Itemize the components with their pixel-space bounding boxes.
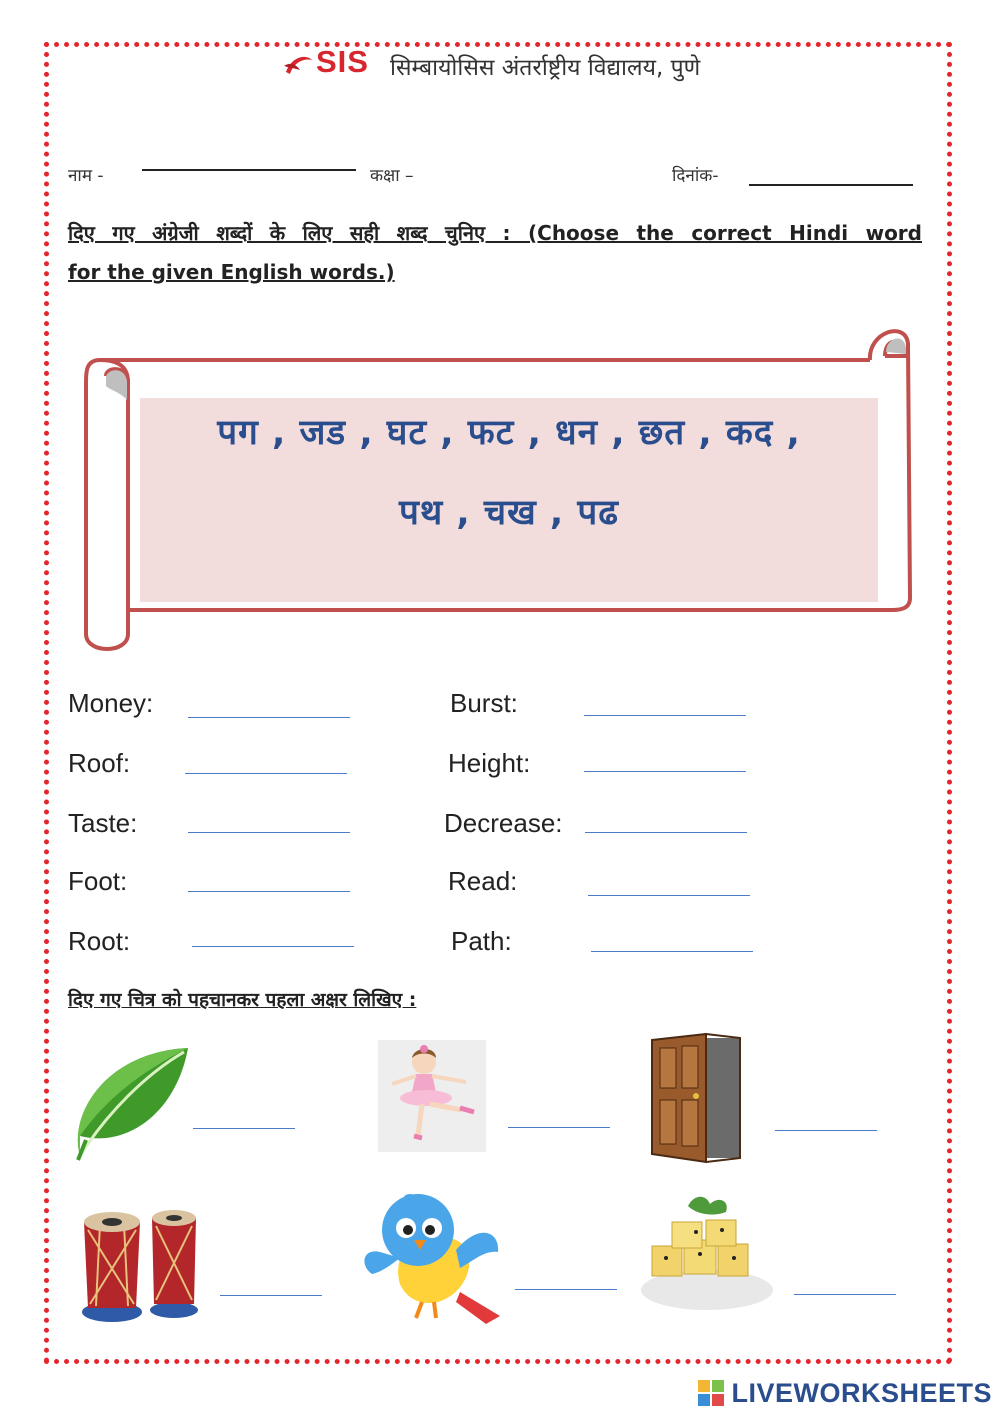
- question-label-taste: Taste:: [68, 808, 138, 838]
- sis-logo-icon: [282, 50, 316, 80]
- leaf-icon: [66, 1044, 192, 1162]
- question-label-read: Read:: [448, 866, 518, 896]
- answer-line-money[interactable]: [188, 717, 350, 718]
- answer-line-decrease[interactable]: [585, 832, 747, 833]
- answer-line-leaf[interactable]: [193, 1128, 295, 1129]
- answer-line-foot[interactable]: [188, 891, 350, 892]
- answer-line-height[interactable]: [584, 771, 746, 772]
- liveworksheets-brand[interactable]: LIVEWORKSHEETS: [731, 1378, 992, 1408]
- answer-line-bird[interactable]: [515, 1289, 617, 1290]
- word-bank-line-1: पग , जड , घट , फट , धन , छत , कद ,: [217, 413, 801, 453]
- date-label: दिनांक-: [672, 166, 719, 186]
- dhokla-icon: [638, 1186, 776, 1314]
- word-bank-box: [140, 398, 878, 602]
- question-label-height: Height:: [448, 748, 531, 778]
- answer-line-door[interactable]: [775, 1130, 877, 1131]
- answer-line-read[interactable]: [588, 895, 750, 896]
- question-label-root: Root:: [68, 926, 131, 956]
- question-label-roof: Roof:: [68, 748, 131, 778]
- door-icon: [648, 1030, 744, 1164]
- tabla-icon: [76, 1200, 204, 1328]
- question-label-foot: Foot:: [68, 866, 128, 896]
- question-label-path: Path:: [451, 926, 512, 956]
- answer-line-burst[interactable]: [584, 715, 746, 716]
- picture-instruction: दिए गए चित्र को पहचानकर पहला अक्षर लिखिए :: [68, 989, 417, 1011]
- sis-logo-text: SIS: [316, 44, 369, 79]
- answer-line-root[interactable]: [192, 946, 354, 947]
- answer-line-roof[interactable]: [185, 773, 347, 774]
- question-label-money: Money:: [68, 688, 154, 718]
- name-label: नाम -: [68, 166, 104, 186]
- name-field[interactable]: [142, 169, 356, 171]
- answer-line-dhokla[interactable]: [794, 1294, 896, 1295]
- school-name: सिम्बायोसिस अंतर्राष्ट्रीय विद्यालय, पुणे: [390, 55, 701, 81]
- instruction-line-2: for the given English words.): [68, 260, 395, 284]
- answer-line-path[interactable]: [591, 951, 753, 952]
- answer-line-taste[interactable]: [188, 832, 350, 833]
- class-label: कक्षा –: [370, 166, 414, 186]
- word-bank-line-2: पथ , चख , पढ: [398, 493, 620, 533]
- liveworksheets-logo-icon: [698, 1380, 724, 1408]
- bird-icon: [360, 1192, 508, 1330]
- ballerina-icon: [378, 1040, 486, 1152]
- question-label-burst: Burst:: [450, 688, 518, 718]
- answer-line-tabla[interactable]: [220, 1295, 322, 1296]
- answer-line-ballerina[interactable]: [508, 1127, 610, 1128]
- date-field[interactable]: [749, 184, 913, 186]
- instruction-line-1: दिए गए अंग्रेजी शब्दों के लिए सही शब्द चुनिए : (Choose the correct Hindi word: [68, 221, 922, 245]
- question-label-decrease: Decrease:: [444, 808, 563, 838]
